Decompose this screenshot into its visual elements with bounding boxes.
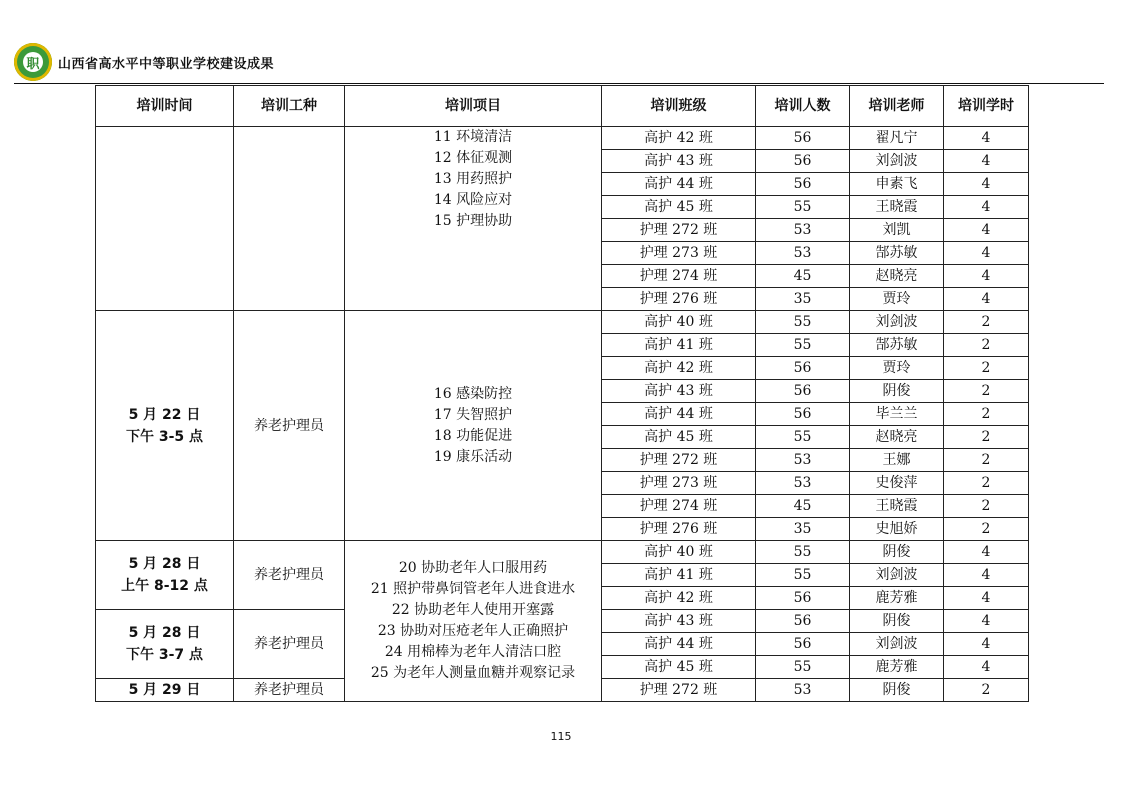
header-title: 山西省高水平中等职业学校建设成果 <box>58 56 275 72</box>
project-cell <box>345 311 602 541</box>
cell-teacher: 王晓霞 <box>850 196 944 219</box>
cell-hours: 2 <box>944 380 1029 403</box>
training-table <box>95 85 1029 702</box>
cell-teacher: 阴俊 <box>850 541 944 564</box>
cell-count: 56 <box>756 127 850 150</box>
cell-class: 高护 45 班 <box>602 426 756 449</box>
cell-count: 55 <box>756 564 850 587</box>
page-header <box>14 42 274 82</box>
cell-hours: 4 <box>944 265 1029 288</box>
cell-class: 高护 44 班 <box>602 633 756 656</box>
cell-teacher: 郜苏敏 <box>850 242 944 265</box>
cell-class: 护理 276 班 <box>602 288 756 311</box>
cell-teacher: 阴俊 <box>850 679 944 702</box>
cell-count: 56 <box>756 357 850 380</box>
cell-class: 高护 45 班 <box>602 656 756 679</box>
cell-count: 56 <box>756 610 850 633</box>
project-item: 14 风险应对 <box>433 192 513 208</box>
project-item: 22 协助老年人使用开塞露 <box>391 602 555 618</box>
project-item: 17 失智照护 <box>433 406 513 423</box>
col-header: 培训学时 <box>944 86 1029 127</box>
cell-hours: 4 <box>944 541 1029 564</box>
cell-class: 高护 42 班 <box>602 357 756 380</box>
cell-count: 55 <box>756 656 850 679</box>
cell-teacher: 王晓霞 <box>850 495 944 518</box>
cell-teacher: 贾玲 <box>850 288 944 311</box>
cell-teacher: 郜苏敏 <box>850 334 944 357</box>
cell-hours: 2 <box>944 311 1029 334</box>
cell-class: 高护 41 班 <box>602 334 756 357</box>
cell-hours: 2 <box>944 679 1029 702</box>
cell-hours: 2 <box>944 495 1029 518</box>
cell-hours: 2 <box>944 403 1029 426</box>
cell-count: 53 <box>756 449 850 472</box>
header-rule <box>14 83 1104 84</box>
cell-teacher: 阴俊 <box>850 610 944 633</box>
project-item: 23 协助对压疮老年人正确照护 <box>377 623 569 639</box>
project-item: 16 感染防控 <box>433 385 513 402</box>
col-header: 培训老师 <box>850 86 944 127</box>
cell-hours: 2 <box>944 472 1029 495</box>
cell-teacher: 贾玲 <box>850 357 944 380</box>
cell-count: 53 <box>756 242 850 265</box>
project-item: 11 环境清洁 <box>433 129 513 145</box>
type-cell <box>96 127 234 311</box>
cell-count: 55 <box>756 334 850 357</box>
cell-teacher: 毕兰兰 <box>850 403 944 426</box>
cell-hours: 4 <box>944 656 1029 679</box>
time-cell <box>96 311 234 541</box>
school-logo-icon <box>14 43 52 81</box>
cell-class: 高护 43 班 <box>602 380 756 403</box>
cell-teacher: 鹿芳雅 <box>850 656 944 679</box>
logo-text: 职 <box>23 52 43 72</box>
cell-hours: 4 <box>944 173 1029 196</box>
cell-teacher: 鹿芳雅 <box>850 587 944 610</box>
cell-class: 高护 44 班 <box>602 173 756 196</box>
cell-hours: 4 <box>944 219 1029 242</box>
cell-count: 56 <box>756 633 850 656</box>
time-date: 5 月 22 日 <box>128 406 201 423</box>
cell-teacher: 赵晓亮 <box>850 265 944 288</box>
cell-hours: 2 <box>944 357 1029 380</box>
col-header: 培训人数 <box>756 86 850 127</box>
cell-count: 56 <box>756 587 850 610</box>
project-cell <box>345 541 602 702</box>
cell-class: 高护 40 班 <box>602 541 756 564</box>
cell-class: 高护 43 班 <box>602 150 756 173</box>
table-row <box>96 541 1029 564</box>
cell-count: 56 <box>756 150 850 173</box>
type-cell: 养老护理员 <box>234 541 345 610</box>
cell-count: 56 <box>756 380 850 403</box>
cell-count: 35 <box>756 518 850 541</box>
cell-hours: 4 <box>944 127 1029 150</box>
time-period: 上午 8-12 点 <box>121 578 208 594</box>
cell-count: 53 <box>756 472 850 495</box>
cell-teacher: 史俊萍 <box>850 472 944 495</box>
project-item: 18 功能促进 <box>433 427 513 444</box>
cell-class: 高护 42 班 <box>602 127 756 150</box>
col-header: 培训班级 <box>602 86 756 127</box>
time-date: 5 月 28 日 <box>128 556 201 572</box>
cell-hours: 2 <box>944 426 1029 449</box>
cell-teacher: 赵晓亮 <box>850 426 944 449</box>
cell-hours: 2 <box>944 449 1029 472</box>
cell-count: 35 <box>756 288 850 311</box>
type-cell: 养老护理员 <box>234 610 345 679</box>
cell-count: 55 <box>756 196 850 219</box>
cell-hours: 4 <box>944 587 1029 610</box>
cell-teacher: 王娜 <box>850 449 944 472</box>
cell-count: 56 <box>756 403 850 426</box>
cell-teacher: 阴俊 <box>850 380 944 403</box>
type-cell: 养老护理员 <box>234 311 345 541</box>
time-date: 5 月 29 日 <box>128 682 201 698</box>
cell-teacher: 刘剑波 <box>850 150 944 173</box>
cell-count: 55 <box>756 541 850 564</box>
cell-teacher: 翟凡宁 <box>850 127 944 150</box>
cell-class: 高护 43 班 <box>602 610 756 633</box>
cell-class: 高护 42 班 <box>602 587 756 610</box>
page-number: 115 <box>550 730 572 743</box>
cell-class: 护理 274 班 <box>602 265 756 288</box>
cell-teacher: 史旭娇 <box>850 518 944 541</box>
project-cell <box>345 127 602 311</box>
type-cell: 养老护理员 <box>234 679 345 702</box>
project-item: 25 为老年人测量血糖并观察记录 <box>370 665 576 681</box>
table-header-row <box>96 86 1029 127</box>
project-item: 19 康乐活动 <box>433 448 513 465</box>
cell-hours: 2 <box>944 334 1029 357</box>
time-cell <box>96 610 234 679</box>
time-cell <box>96 679 234 702</box>
cell-hours: 4 <box>944 610 1029 633</box>
cell-teacher: 刘剑波 <box>850 633 944 656</box>
cell-teacher: 刘剑波 <box>850 564 944 587</box>
cell-class: 护理 273 班 <box>602 242 756 265</box>
cell-hours: 4 <box>944 288 1029 311</box>
cell-class: 护理 272 班 <box>602 449 756 472</box>
table-row <box>96 311 1029 334</box>
cell-hours: 4 <box>944 150 1029 173</box>
cell-class: 高护 45 班 <box>602 196 756 219</box>
cell-class: 高护 41 班 <box>602 564 756 587</box>
cell-hours: 4 <box>944 242 1029 265</box>
cell-class: 护理 272 班 <box>602 219 756 242</box>
col-header: 培训时间 <box>96 86 234 127</box>
table-row <box>96 127 1029 150</box>
project-item: 15 护理协助 <box>433 213 513 229</box>
cell-hours: 4 <box>944 196 1029 219</box>
cell-class: 护理 276 班 <box>602 518 756 541</box>
cell-teacher: 刘剑波 <box>850 311 944 334</box>
cell-hours: 4 <box>944 564 1029 587</box>
project-item: 24 用棉棒为老年人清洁口腔 <box>384 644 562 660</box>
cell-count: 55 <box>756 311 850 334</box>
cell-count: 45 <box>756 495 850 518</box>
cell-count: 53 <box>756 219 850 242</box>
cell-hours: 2 <box>944 518 1029 541</box>
cell-hours: 4 <box>944 633 1029 656</box>
cell-teacher: 刘凯 <box>850 219 944 242</box>
time-period: 下午 3-7 点 <box>125 647 204 663</box>
time-date: 5 月 28 日 <box>128 625 201 641</box>
type-cell <box>234 127 345 311</box>
project-item: 12 体征观测 <box>433 150 513 166</box>
time-period: 下午 3-5 点 <box>125 428 204 445</box>
col-header: 培训项目 <box>345 86 602 127</box>
cell-class: 高护 40 班 <box>602 311 756 334</box>
cell-count: 55 <box>756 426 850 449</box>
project-item: 20 协助老年人口服用药 <box>398 560 548 576</box>
cell-class: 护理 273 班 <box>602 472 756 495</box>
cell-count: 53 <box>756 679 850 702</box>
cell-teacher: 申素飞 <box>850 173 944 196</box>
project-item: 13 用药照护 <box>433 171 513 187</box>
project-item: 21 照护带鼻饲管老年人进食进水 <box>370 581 576 597</box>
cell-count: 45 <box>756 265 850 288</box>
col-header: 培训工种 <box>234 86 345 127</box>
cell-count: 56 <box>756 173 850 196</box>
cell-class: 高护 44 班 <box>602 403 756 426</box>
cell-class: 护理 274 班 <box>602 495 756 518</box>
cell-class: 护理 272 班 <box>602 679 756 702</box>
time-cell <box>96 541 234 610</box>
